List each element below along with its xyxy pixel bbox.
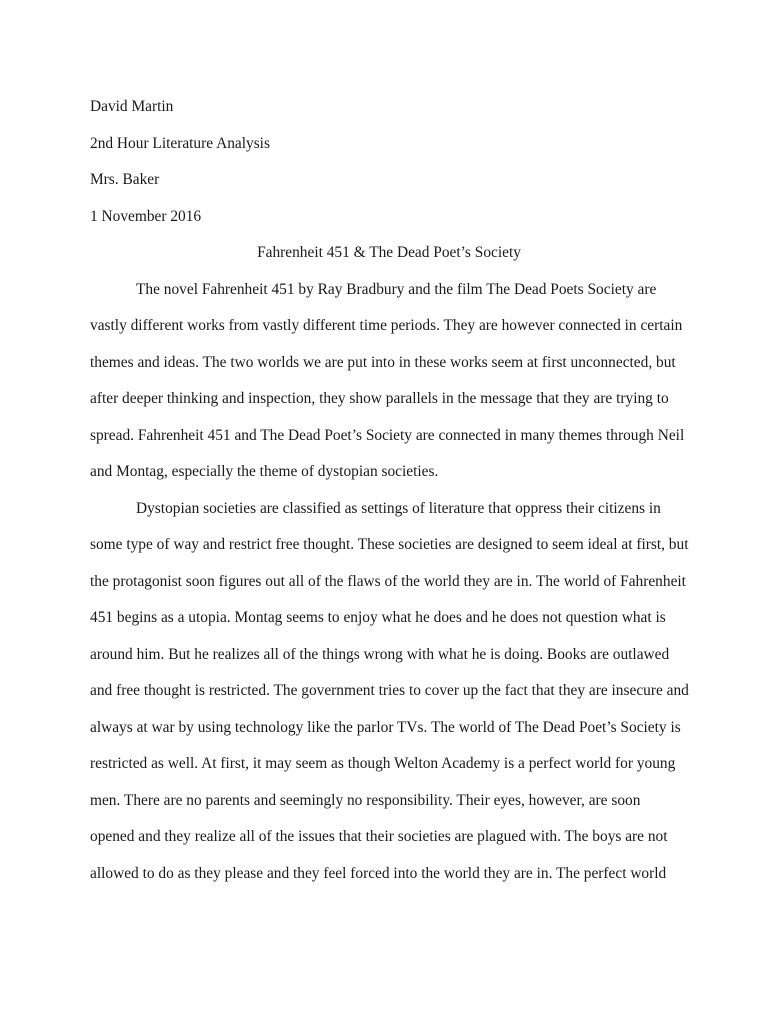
paragraph-line: themes and ideas. The two worlds we are put into in these works seem at first unconnected, but	[90, 353, 676, 371]
paragraph-line: around him. But he realizes all of the things wrong with what he is doing. Books are outlawed	[90, 645, 670, 663]
class-name: 2nd Hour Literature Analysis	[90, 134, 270, 152]
paragraph-line: spread. Fahrenheit 451 and The Dead Poet’s Society are connected in many themes through Neil	[90, 426, 685, 444]
paragraph-line: Dystopian societies are classified as settings of literature that oppress their citizens in	[136, 499, 661, 517]
author-name: David Martin	[90, 98, 174, 115]
essay-title: Fahrenheit 451 & The Dead Poet’s Society	[257, 244, 521, 261]
paragraph-line: always at war by using technology like the parlor TVs. The world of The Dead Poet’s Society is	[90, 718, 681, 736]
paragraph-line: The novel Fahrenheit 451 by Ray Bradbury and the film The Dead Poets Society are	[136, 280, 657, 298]
paragraph-line: some type of way and restrict free thought. These societies are designed to seem ideal at first, but	[90, 536, 689, 553]
paragraph-line: restricted as well. At first, it may seem as though Welton Academy is a perfect world for young	[90, 755, 676, 772]
paragraph-1	[90, 272, 700, 491]
paragraph-line: and free thought is restricted. The government tries to cover up the fact that they are insecure and	[90, 682, 689, 699]
teacher-name: Mrs. Baker	[90, 171, 160, 188]
paragraph-2	[90, 491, 700, 893]
paragraph-line: men. There are no parents and seemingly no responsibility. Their eyes, however, are soon	[90, 791, 641, 809]
paragraph-line: opened and they realize all of the issues that their societies are plagued with. The boys are not	[90, 828, 668, 845]
paragraph-line: after deeper thinking and inspection, they show parallels in the message that they are trying to	[90, 390, 669, 407]
essay-date: 1 November 2016	[90, 207, 202, 225]
paragraph-line: allowed to do as they please and they feel forced into the world they are in. The perfect world	[90, 864, 667, 882]
paragraph-line: and Montag, especially the theme of dystopian societies.	[90, 463, 439, 480]
paragraph-line: the protagonist soon figures out all of the flaws of the world they are in. The world of Fahrenheit	[90, 572, 686, 590]
mla-heading	[90, 89, 700, 235]
paragraph-line: 451 begins as a utopia. Montag seems to enjoy what he does and he does not question what is	[90, 609, 666, 626]
paragraph-line: vastly different works from vastly different time periods. They are however connected in certain	[90, 317, 683, 334]
